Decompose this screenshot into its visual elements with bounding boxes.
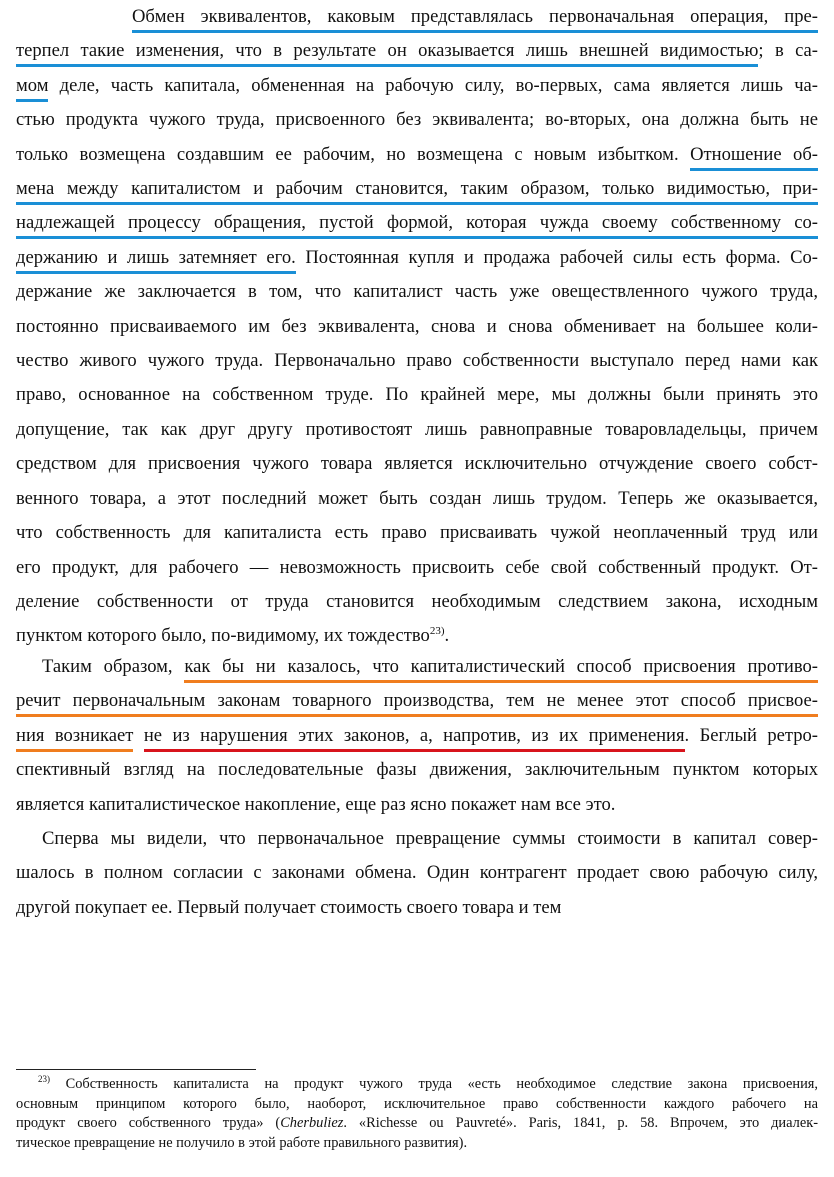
text-line: стью продукта чужого труда, присвоенного без эквивалента; во-вторых, она должна быть не: [16, 109, 818, 131]
text-span: [133, 725, 143, 746]
text-span: Собственность капиталиста на продукт чужого труда «есть необходимое следствие закона присвоения,: [50, 1076, 818, 1092]
text-line: Сперва мы видели, что первоначальное превращение суммы стоимости в капитал совер-: [42, 828, 818, 849]
paragraph-1: [16, 0, 818, 654]
text-line: чество живого чужого труда. Первоначально право собственности выступало перед нами как: [16, 350, 818, 372]
text-line: держание же заключается в том, что капиталист часть уже овеществленного чужого труда,: [16, 281, 818, 303]
text-line: его продукт, для рабочего — невозможность присвоить себе свой собственный продукт. От-: [16, 556, 818, 578]
text-line: шалось в полном согласии с законами обмена. Один контрагент продает свою рабочую силу,: [16, 862, 818, 884]
text-line: [16, 69, 818, 103]
text-line: деление собственности от труда становится необходимым следствием закона, исходным: [16, 590, 818, 612]
text-line: [16, 172, 818, 206]
highlight-blue: мена между капиталистом и рабочим становится, таким образом, только видимостью, при-: [16, 178, 818, 205]
text-line: [16, 138, 818, 172]
text-line: [16, 34, 818, 68]
footnote-divider: [16, 1069, 256, 1070]
highlight-blue: Обмен эквивалентов, каковым представлялась первоначальная операция, пре-: [132, 6, 818, 33]
highlight-blue: мом: [16, 75, 48, 102]
text-span: только возмещена создавшим ее рабочим, но возмещена с новым избытком.: [16, 143, 691, 165]
text-span: ; в са-: [758, 40, 818, 62]
footnote-reference[interactable]: 23): [429, 625, 445, 638]
footnote: [16, 1075, 818, 1153]
text-line: [16, 206, 818, 240]
highlight-blue: надлежащей процессу обращения, пустой формой, которая чужда своему собственному со-: [16, 212, 818, 239]
text-line: венного товара, а этот последний может быть создан лишь трудом. Теперь же оказывается,: [16, 487, 818, 509]
text-span: . «Richesse ou Pauvreté». Paris, 1841, p. 58. Впрочем, это диалек-: [343, 1115, 818, 1132]
footnote-marker: 23): [38, 1074, 50, 1084]
text-line: [16, 619, 818, 653]
highlight-orange: ния возникает: [16, 725, 133, 752]
text-line: спективный взгляд на последовательные фазы движения, заключительным пунктом которых: [16, 759, 818, 781]
footnote-line: [16, 1075, 818, 1095]
text-span: Таким образом,: [42, 656, 185, 677]
footnote-line: тическое превращение не получило в этой работе правильного развития).: [16, 1134, 468, 1151]
text-line: [16, 684, 818, 718]
text-line: постоянно присваиваемого им без эквивалента, снова и снова обменивает на большее коли-: [16, 315, 818, 337]
text-span: . Беглый ретро-: [684, 724, 819, 746]
text-line: допущение, так как друг другу противостоят лишь равноправные товаровладельцы, причем: [16, 418, 818, 440]
paragraph-3: [16, 822, 818, 925]
text-span: пунктом которого было, по-видимому, их тождество: [16, 625, 430, 647]
text-line: [16, 719, 818, 753]
text-line: [16, 241, 818, 275]
text-line: право, основанное на собственном труде. По крайней мере, мы должны были принять это: [16, 384, 818, 406]
highlight-red: не из нарушения этих законов, а, напротив, из их применения: [144, 725, 685, 752]
text-span: .: [444, 625, 450, 647]
text-line: что собственность для капиталиста есть право присваивать чужой неоплаченный труд или: [16, 522, 818, 544]
paragraph-2: [16, 650, 818, 822]
highlight-orange: как бы ни казалось, что капиталистический способ присвоения противо-: [184, 656, 818, 683]
text-span: деле, часть капитала, обмененная на рабочую силу, во-первых, сама является лишь ча-: [48, 74, 818, 96]
text-span: продукт своего собственного труда» (: [16, 1115, 281, 1132]
text-line: [16, 0, 818, 34]
author-name: Cherbuliez: [280, 1115, 344, 1132]
text-line: [16, 650, 818, 684]
footnote-line: [16, 1114, 818, 1134]
text-line: средством для присвоения чужого товара является исключительно отчуждение своего собст-: [16, 453, 818, 475]
text-span: Постоянная купля и продажа рабочей силы есть форма. Со-: [295, 246, 818, 268]
highlight-blue: Отношение об-: [690, 144, 818, 171]
footnote-line: основным принципом которого было, наоборот, исключительное право собственности каждого рабочего на: [16, 1095, 818, 1112]
text-line: другой покупает ее. Первый получает стоимость своего товара и тем: [16, 896, 562, 918]
text-line: является капиталистическое накопление, еще раз ясно покажет нам все это.: [16, 793, 616, 815]
highlight-blue: держанию и лишь затемняет его.: [16, 247, 296, 274]
highlight-blue: терпел такие изменения, что в результате он оказывается лишь внешней видимостью: [16, 40, 758, 67]
highlight-orange: речит первоначальным законам товарного производства, тем не менее этот способ присвое-: [16, 690, 818, 717]
